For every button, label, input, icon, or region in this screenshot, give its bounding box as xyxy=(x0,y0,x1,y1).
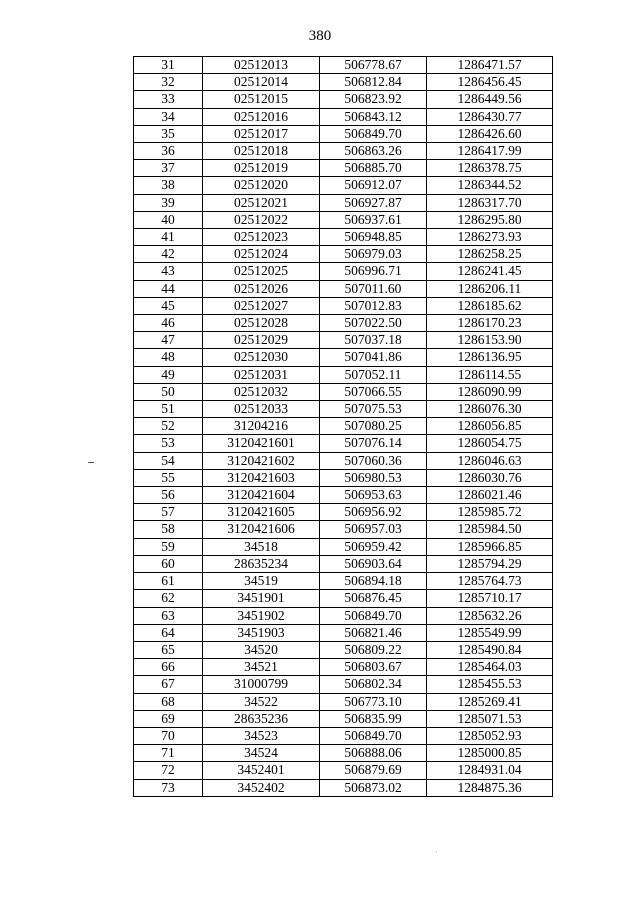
point-id-cell: 02512022 xyxy=(203,211,320,228)
y-coordinate-cell: 1286258.25 xyxy=(427,246,553,263)
stray-dash-mark xyxy=(88,462,94,463)
x-coordinate-cell: 506879.69 xyxy=(320,762,427,779)
x-coordinate-cell: 507041.86 xyxy=(320,349,427,366)
point-id-cell: 02512023 xyxy=(203,229,320,246)
point-number-cell: 39 xyxy=(134,194,203,211)
table-row xyxy=(134,349,553,366)
y-coordinate-cell: 1286378.75 xyxy=(427,160,553,177)
x-coordinate-cell: 506956.92 xyxy=(320,504,427,521)
point-id-cell: 34519 xyxy=(203,573,320,590)
point-id-cell: 02512018 xyxy=(203,143,320,160)
y-coordinate-cell: 1286295.80 xyxy=(427,211,553,228)
table-row xyxy=(134,779,553,796)
point-number-cell: 50 xyxy=(134,383,203,400)
point-number-cell: 47 xyxy=(134,332,203,349)
x-coordinate-cell: 506948.85 xyxy=(320,229,427,246)
x-coordinate-cell: 506953.63 xyxy=(320,487,427,504)
x-coordinate-cell: 506979.03 xyxy=(320,246,427,263)
y-coordinate-cell: 1286153.90 xyxy=(427,332,553,349)
x-coordinate-cell: 507012.83 xyxy=(320,297,427,314)
x-coordinate-cell: 506778.67 xyxy=(320,57,427,74)
point-number-cell: 42 xyxy=(134,246,203,263)
coordinates-table xyxy=(133,56,553,797)
point-id-cell: 02512014 xyxy=(203,74,320,91)
x-coordinate-cell: 506903.64 xyxy=(320,555,427,572)
x-coordinate-cell: 507052.11 xyxy=(320,366,427,383)
point-number-cell: 57 xyxy=(134,504,203,521)
x-coordinate-cell: 506885.70 xyxy=(320,160,427,177)
point-id-cell: 3451903 xyxy=(203,624,320,641)
point-id-cell: 34518 xyxy=(203,538,320,555)
x-coordinate-cell: 506823.92 xyxy=(320,91,427,108)
table-row xyxy=(134,297,553,314)
point-number-cell: 54 xyxy=(134,452,203,469)
point-id-cell: 3452401 xyxy=(203,762,320,779)
point-number-cell: 40 xyxy=(134,211,203,228)
x-coordinate-cell: 506980.53 xyxy=(320,469,427,486)
point-id-cell: 02512013 xyxy=(203,57,320,74)
y-coordinate-cell: 1286136.95 xyxy=(427,349,553,366)
y-coordinate-cell: 1285549.99 xyxy=(427,624,553,641)
y-coordinate-cell: 1286426.60 xyxy=(427,125,553,142)
table-row xyxy=(134,194,553,211)
coordinates-table-body xyxy=(134,57,553,797)
table-row xyxy=(134,504,553,521)
y-coordinate-cell: 1284875.36 xyxy=(427,779,553,796)
x-coordinate-cell: 507080.25 xyxy=(320,418,427,435)
page-number: 380 xyxy=(308,28,332,44)
point-id-cell: 02512025 xyxy=(203,263,320,280)
table-row xyxy=(134,315,553,332)
x-coordinate-cell: 506802.34 xyxy=(320,676,427,693)
table-row xyxy=(134,160,553,177)
y-coordinate-cell: 1285269.41 xyxy=(427,693,553,710)
point-number-cell: 66 xyxy=(134,659,203,676)
y-coordinate-cell: 1286241.45 xyxy=(427,263,553,280)
x-coordinate-cell: 506835.99 xyxy=(320,710,427,727)
point-id-cell: 31000799 xyxy=(203,676,320,693)
y-coordinate-cell: 1286185.62 xyxy=(427,297,553,314)
point-number-cell: 55 xyxy=(134,469,203,486)
y-coordinate-cell: 1285794.29 xyxy=(427,555,553,572)
table-row xyxy=(134,57,553,74)
point-id-cell: 3120421603 xyxy=(203,469,320,486)
table-row xyxy=(134,469,553,486)
y-coordinate-cell: 1285464.03 xyxy=(427,659,553,676)
y-coordinate-cell: 1285764.73 xyxy=(427,573,553,590)
table-row xyxy=(134,246,553,263)
y-coordinate-cell: 1286114.55 xyxy=(427,366,553,383)
x-coordinate-cell: 506873.02 xyxy=(320,779,427,796)
point-number-cell: 59 xyxy=(134,538,203,555)
y-coordinate-cell: 1286054.75 xyxy=(427,435,553,452)
point-number-cell: 44 xyxy=(134,280,203,297)
point-id-cell: 3120421602 xyxy=(203,452,320,469)
table-row xyxy=(134,762,553,779)
point-number-cell: 48 xyxy=(134,349,203,366)
table-row xyxy=(134,280,553,297)
x-coordinate-cell: 506927.87 xyxy=(320,194,427,211)
y-coordinate-cell: 1286170.23 xyxy=(427,315,553,332)
point-number-cell: 61 xyxy=(134,573,203,590)
point-number-cell: 70 xyxy=(134,727,203,744)
y-coordinate-cell: 1285490.84 xyxy=(427,641,553,658)
point-id-cell: 3451901 xyxy=(203,590,320,607)
point-number-cell: 65 xyxy=(134,641,203,658)
point-id-cell: 02512033 xyxy=(203,401,320,418)
point-id-cell: 3120421604 xyxy=(203,487,320,504)
point-id-cell: 02512027 xyxy=(203,297,320,314)
point-number-cell: 37 xyxy=(134,160,203,177)
point-number-cell: 31 xyxy=(134,57,203,74)
table-row xyxy=(134,452,553,469)
point-id-cell: 34520 xyxy=(203,641,320,658)
table-row xyxy=(134,607,553,624)
point-id-cell: 02512030 xyxy=(203,349,320,366)
point-id-cell: 3120421605 xyxy=(203,504,320,521)
x-coordinate-cell: 506888.06 xyxy=(320,745,427,762)
y-coordinate-cell: 1285071.53 xyxy=(427,710,553,727)
point-number-cell: 63 xyxy=(134,607,203,624)
point-number-cell: 52 xyxy=(134,418,203,435)
x-coordinate-cell: 506863.26 xyxy=(320,143,427,160)
table-row xyxy=(134,366,553,383)
point-number-cell: 32 xyxy=(134,74,203,91)
x-coordinate-cell: 507011.60 xyxy=(320,280,427,297)
x-coordinate-cell: 507022.50 xyxy=(320,315,427,332)
point-id-cell: 02512024 xyxy=(203,246,320,263)
point-id-cell: 02512017 xyxy=(203,125,320,142)
y-coordinate-cell: 1286206.11 xyxy=(427,280,553,297)
x-coordinate-cell: 506894.18 xyxy=(320,573,427,590)
table-row xyxy=(134,538,553,555)
table-row xyxy=(134,521,553,538)
y-coordinate-cell: 1286471.57 xyxy=(427,57,553,74)
point-number-cell: 71 xyxy=(134,745,203,762)
point-id-cell: 02512029 xyxy=(203,332,320,349)
point-id-cell: 34522 xyxy=(203,693,320,710)
point-number-cell: 58 xyxy=(134,521,203,538)
point-id-cell: 02512028 xyxy=(203,315,320,332)
table-row xyxy=(134,91,553,108)
point-id-cell: 34524 xyxy=(203,745,320,762)
point-id-cell: 31204216 xyxy=(203,418,320,435)
table-row xyxy=(134,435,553,452)
x-coordinate-cell: 507066.55 xyxy=(320,383,427,400)
table-row xyxy=(134,125,553,142)
point-id-cell: 34523 xyxy=(203,727,320,744)
point-number-cell: 38 xyxy=(134,177,203,194)
point-id-cell: 02512021 xyxy=(203,194,320,211)
table-row xyxy=(134,573,553,590)
point-id-cell: 02512026 xyxy=(203,280,320,297)
x-coordinate-cell: 506773.10 xyxy=(320,693,427,710)
table-row xyxy=(134,727,553,744)
point-number-cell: 60 xyxy=(134,555,203,572)
point-number-cell: 62 xyxy=(134,590,203,607)
point-number-cell: 53 xyxy=(134,435,203,452)
table-row xyxy=(134,710,553,727)
x-coordinate-cell: 506849.70 xyxy=(320,607,427,624)
point-id-cell: 3451902 xyxy=(203,607,320,624)
point-id-cell: 28635234 xyxy=(203,555,320,572)
y-coordinate-cell: 1286317.70 xyxy=(427,194,553,211)
table-row xyxy=(134,383,553,400)
point-id-cell: 28635236 xyxy=(203,710,320,727)
table-row xyxy=(134,659,553,676)
table-row xyxy=(134,641,553,658)
table-row xyxy=(134,229,553,246)
point-number-cell: 41 xyxy=(134,229,203,246)
table-row xyxy=(134,590,553,607)
point-number-cell: 51 xyxy=(134,401,203,418)
y-coordinate-cell: 1286417.99 xyxy=(427,143,553,160)
table-row xyxy=(134,555,553,572)
x-coordinate-cell: 507037.18 xyxy=(320,332,427,349)
x-coordinate-cell: 506912.07 xyxy=(320,177,427,194)
point-number-cell: 72 xyxy=(134,762,203,779)
point-id-cell: 3120421601 xyxy=(203,435,320,452)
x-coordinate-cell: 506809.22 xyxy=(320,641,427,658)
y-coordinate-cell: 1286090.99 xyxy=(427,383,553,400)
table-row xyxy=(134,74,553,91)
x-coordinate-cell: 506849.70 xyxy=(320,727,427,744)
point-id-cell: 3452402 xyxy=(203,779,320,796)
y-coordinate-cell: 1285052.93 xyxy=(427,727,553,744)
y-coordinate-cell: 1286076.30 xyxy=(427,401,553,418)
point-number-cell: 35 xyxy=(134,125,203,142)
y-coordinate-cell: 1285455.53 xyxy=(427,676,553,693)
x-coordinate-cell: 507076.14 xyxy=(320,435,427,452)
table-row xyxy=(134,177,553,194)
table-row xyxy=(134,693,553,710)
y-coordinate-cell: 1286046.63 xyxy=(427,452,553,469)
y-coordinate-cell: 1286273.93 xyxy=(427,229,553,246)
point-number-cell: 68 xyxy=(134,693,203,710)
y-coordinate-cell: 1285985.72 xyxy=(427,504,553,521)
y-coordinate-cell: 1286056.85 xyxy=(427,418,553,435)
table-row xyxy=(134,211,553,228)
point-number-cell: 45 xyxy=(134,297,203,314)
x-coordinate-cell: 507060.36 xyxy=(320,452,427,469)
point-number-cell: 73 xyxy=(134,779,203,796)
point-number-cell: 49 xyxy=(134,366,203,383)
point-id-cell: 34521 xyxy=(203,659,320,676)
point-id-cell: 02512020 xyxy=(203,177,320,194)
x-coordinate-cell: 506849.70 xyxy=(320,125,427,142)
table-row xyxy=(134,143,553,160)
point-id-cell: 02512032 xyxy=(203,383,320,400)
x-coordinate-cell: 506821.46 xyxy=(320,624,427,641)
point-number-cell: 33 xyxy=(134,91,203,108)
y-coordinate-cell: 1286449.56 xyxy=(427,91,553,108)
point-number-cell: 69 xyxy=(134,710,203,727)
table-row xyxy=(134,263,553,280)
x-coordinate-cell: 506876.45 xyxy=(320,590,427,607)
point-id-cell: 02512016 xyxy=(203,108,320,125)
x-coordinate-cell: 506843.12 xyxy=(320,108,427,125)
table-row xyxy=(134,332,553,349)
table-row xyxy=(134,401,553,418)
y-coordinate-cell: 1285710.17 xyxy=(427,590,553,607)
table-row xyxy=(134,108,553,125)
point-number-cell: 56 xyxy=(134,487,203,504)
y-coordinate-cell: 1285966.85 xyxy=(427,538,553,555)
stray-dot-mark xyxy=(436,851,437,852)
point-id-cell: 02512019 xyxy=(203,160,320,177)
point-number-cell: 64 xyxy=(134,624,203,641)
y-coordinate-cell: 1285000.85 xyxy=(427,745,553,762)
y-coordinate-cell: 1286456.45 xyxy=(427,74,553,91)
point-number-cell: 36 xyxy=(134,143,203,160)
table-row xyxy=(134,676,553,693)
point-number-cell: 43 xyxy=(134,263,203,280)
point-number-cell: 67 xyxy=(134,676,203,693)
point-id-cell: 3120421606 xyxy=(203,521,320,538)
x-coordinate-cell: 506959.42 xyxy=(320,538,427,555)
y-coordinate-cell: 1286430.77 xyxy=(427,108,553,125)
y-coordinate-cell: 1286344.52 xyxy=(427,177,553,194)
table-row xyxy=(134,745,553,762)
point-number-cell: 46 xyxy=(134,315,203,332)
x-coordinate-cell: 506996.71 xyxy=(320,263,427,280)
y-coordinate-cell: 1286021.46 xyxy=(427,487,553,504)
x-coordinate-cell: 506957.03 xyxy=(320,521,427,538)
y-coordinate-cell: 1286030.76 xyxy=(427,469,553,486)
x-coordinate-cell: 507075.53 xyxy=(320,401,427,418)
y-coordinate-cell: 1285632.26 xyxy=(427,607,553,624)
x-coordinate-cell: 506812.84 xyxy=(320,74,427,91)
point-id-cell: 02512015 xyxy=(203,91,320,108)
y-coordinate-cell: 1285984.50 xyxy=(427,521,553,538)
table-row xyxy=(134,418,553,435)
x-coordinate-cell: 506803.67 xyxy=(320,659,427,676)
point-id-cell: 02512031 xyxy=(203,366,320,383)
table-row xyxy=(134,487,553,504)
table-row xyxy=(134,624,553,641)
point-number-cell: 34 xyxy=(134,108,203,125)
x-coordinate-cell: 506937.61 xyxy=(320,211,427,228)
y-coordinate-cell: 1284931.04 xyxy=(427,762,553,779)
